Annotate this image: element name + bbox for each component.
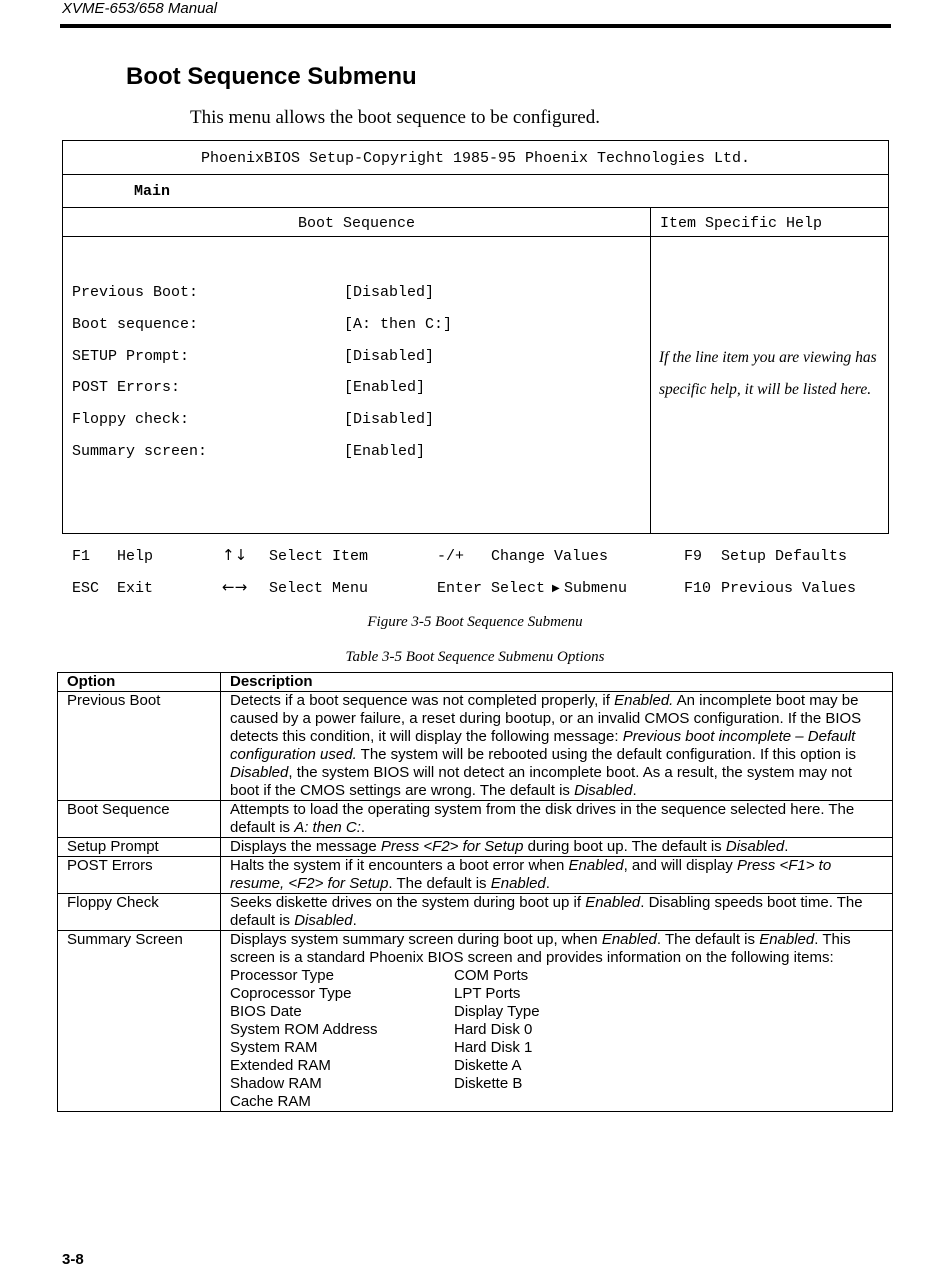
bios-help-text: If the line item you are viewing has specific help, it will be listed here. <box>659 349 877 398</box>
left-right-arrows-icon: ←→ <box>222 578 248 596</box>
key-f1: F1 <box>72 548 91 565</box>
description-cell: Halts the system if it encounters a boot error when Enabled, and will display Press <F1> to resume, <F2> for Setup. The default is Enabled. <box>221 857 893 894</box>
bios-option-value: [Enabled] <box>344 443 426 460</box>
description-cell: Seeks diskette drives on the system during boot up if Enabled. Disabling speeds boot time. The default is Disabled. <box>221 894 893 931</box>
bios-option-value: [Disabled] <box>344 284 435 301</box>
key-select-label: Select <box>491 580 546 597</box>
summary-item: Processor Type <box>230 967 334 984</box>
bios-option-label: SETUP Prompt: <box>72 348 190 365</box>
table-header-option: Option <box>58 673 221 692</box>
key-setup-defaults-label: Setup Defaults <box>721 548 848 565</box>
table-row <box>58 692 893 801</box>
summary-item: Cache RAM <box>230 1093 311 1110</box>
table-row <box>58 857 893 894</box>
bios-option-label: Summary screen: <box>72 443 208 460</box>
summary-item: Display Type <box>454 1003 540 1020</box>
key-minus-plus: -/+ <box>437 548 465 565</box>
table-header-row <box>58 673 893 692</box>
summary-item: Diskette B <box>454 1075 523 1092</box>
description-cell: Displays the message Press <F2> for Setup during boot up. The default is Disabled. <box>221 838 893 857</box>
description-cell: Detects if a boot sequence was not completed properly, if Enabled. An incomplete boot may be caused by a power failure, a reset during bootup, or an invalid CMOS configuration. If the BIOS detects this condition, it will display the following message: Previous boot incomplete – Default configuration used. The system will be rebooted using the default configuration. If this option is Disabled, the system BIOS will not detect an incomplete boot. As a result, the system may not boot if the CMOS settings are wrong. The default is Disabled. <box>221 692 893 801</box>
bios-option-value: [A: then C:] <box>344 316 453 333</box>
bios-option-value: [Enabled] <box>344 379 426 396</box>
bios-option-label: Floppy check: <box>72 411 190 428</box>
bios-screen <box>62 140 889 534</box>
description-cell: Displays system summary screen during boot up, when Enabled. The default is Enabled. This screen is a standard Phoenix BIOS screen and provides information on the following items: Processor Type COM Ports Coprocessor Type LPT Ports BIOS Date Display Type System ROM Address Hard Disk 0 System RAM Hard Disk 1 Extended RAM Diskette A Shadow RAM Diskette B Cache RAM <box>221 931 893 1112</box>
submenu-arrow-icon: ▶ <box>552 583 560 594</box>
bios-divider <box>63 207 888 208</box>
up-down-arrows-icon: ↑↓ <box>222 546 248 564</box>
key-change-values-label: Change Values <box>491 548 609 565</box>
key-f10: F10 <box>684 580 712 597</box>
bios-help-title: Item Specific Help <box>660 215 823 232</box>
summary-item: Hard Disk 1 <box>454 1039 533 1056</box>
table-row <box>58 931 893 1112</box>
key-esc: ESC <box>72 580 100 597</box>
summary-item: Shadow RAM <box>230 1075 322 1092</box>
summary-items-list <box>230 967 883 1111</box>
table-row <box>58 838 893 857</box>
summary-item: System RAM <box>230 1039 318 1056</box>
summary-item: Diskette A <box>454 1057 522 1074</box>
section-intro: This menu allows the boot sequence to be configured. <box>190 107 600 128</box>
table-row <box>58 801 893 838</box>
key-f9: F9 <box>684 548 703 565</box>
figure-caption: Figure 3-5 Boot Sequence Submenu <box>367 614 583 630</box>
bios-copyright: PhoenixBIOS Setup-Copyright 1985-95 Phoenix Technologies Ltd. <box>200 150 751 167</box>
summary-item: System ROM Address <box>230 1021 378 1038</box>
bios-option-value: [Disabled] <box>344 348 435 365</box>
summary-item: BIOS Date <box>230 1003 302 1020</box>
option-cell: POST Errors <box>58 857 221 894</box>
bios-option-value: [Disabled] <box>344 411 435 428</box>
summary-item: COM Ports <box>454 967 529 984</box>
option-cell: Floppy Check <box>58 894 221 931</box>
key-exit-label: Exit <box>117 580 154 597</box>
bios-menu-main: Main <box>134 183 171 200</box>
summary-item: LPT Ports <box>454 985 521 1002</box>
option-cell: Previous Boot <box>58 692 221 801</box>
bios-option-label: Previous Boot: <box>72 284 199 301</box>
table-row <box>58 894 893 931</box>
key-select-menu-label: Select Menu <box>269 580 369 597</box>
key-select-item-label: Select Item <box>269 548 369 565</box>
bios-divider <box>63 174 888 175</box>
option-cell: Boot Sequence <box>58 801 221 838</box>
bios-divider <box>63 236 888 237</box>
bios-option-label: POST Errors: <box>72 379 181 396</box>
summary-item: Hard Disk 0 <box>454 1021 533 1038</box>
table-caption: Table 3-5 Boot Sequence Submenu Options <box>345 649 605 665</box>
key-enter: Enter <box>437 580 483 597</box>
key-help-label: Help <box>117 548 154 565</box>
bios-column-divider <box>650 207 651 533</box>
summary-item: Extended RAM <box>230 1057 331 1074</box>
option-cell: Summary Screen <box>58 931 221 1112</box>
table-header-description: Description <box>221 673 893 692</box>
page-number: 3-8 <box>62 1251 84 1268</box>
running-header: XVME-653/658 Manual <box>62 0 218 17</box>
options-table <box>57 672 893 1112</box>
section-title: Boot Sequence Submenu <box>126 63 417 90</box>
bios-section-title: Boot Sequence <box>297 215 416 232</box>
key-previous-values-label: Previous Values <box>721 580 857 597</box>
header-rule <box>60 24 891 28</box>
key-submenu-label: Submenu <box>564 580 628 597</box>
bios-option-label: Boot sequence: <box>72 316 199 333</box>
summary-item: Coprocessor Type <box>230 985 352 1002</box>
description-cell: Attempts to load the operating system from the disk drives in the sequence selected here. The default is A: then C:. <box>221 801 893 838</box>
option-cell: Setup Prompt <box>58 838 221 857</box>
